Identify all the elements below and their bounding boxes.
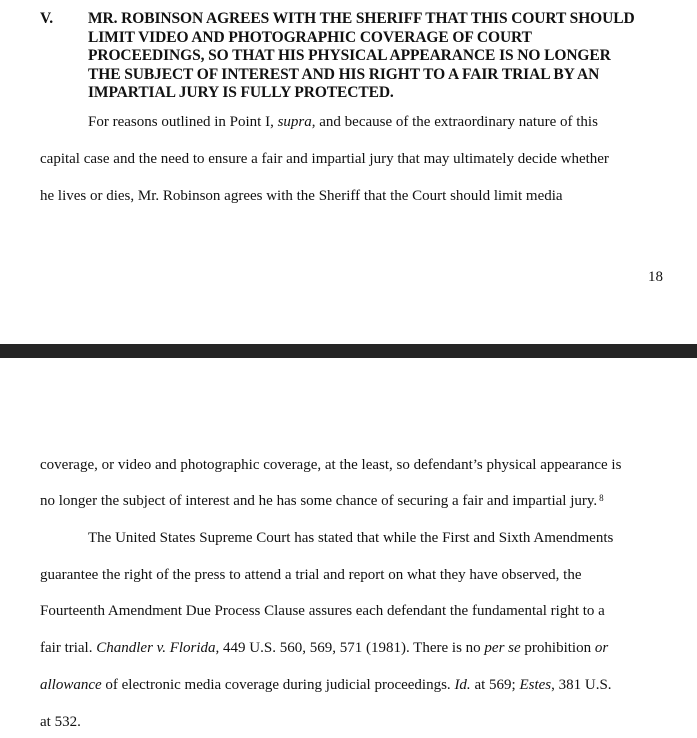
text-run-italic: allowance: [40, 677, 102, 693]
text-run-italic: per se: [484, 640, 521, 656]
page-break-divider: [0, 344, 697, 358]
section-number: V.: [40, 10, 54, 27]
paragraph-line: he lives or dies, Mr. Robinson agrees with the Sheriff that the Court should limit media: [40, 188, 563, 204]
text-run: no longer the subject of interest and he has some chance of securing a fair and impartial jury.: [40, 493, 598, 509]
text-run: , and because of the extraordinary nature of this: [311, 114, 598, 130]
text-run: at 569;: [470, 677, 520, 693]
paragraph-line: [88, 113, 598, 131]
text-run: prohibition: [520, 640, 595, 656]
paragraph-line: guarantee the right of the press to attend a trial and report on what they have observed, the: [40, 567, 582, 583]
document-page-top: [0, 0, 697, 344]
heading-line: LIMIT VIDEO AND PHOTOGRAPHIC COVERAGE OF COURT: [88, 28, 532, 46]
footnote-reference[interactable]: 8: [599, 493, 604, 503]
document-page-bottom: [0, 358, 697, 738]
paragraph-line: [40, 676, 612, 694]
heading-line: MR. ROBINSON AGREES WITH THE SHERIFF THAT THIS COURT SHOULD: [88, 10, 635, 27]
text-run: fair trial.: [40, 640, 97, 656]
section-heading: [88, 10, 678, 103]
case-citation: Estes: [519, 677, 552, 693]
text-run: , 381 U.S.: [551, 677, 612, 693]
paragraph-line: [40, 639, 608, 657]
text-run-italic: supra: [277, 114, 312, 130]
text-run: For reasons outlined in Point I,: [88, 114, 278, 130]
case-citation: Id.: [454, 677, 471, 693]
paragraph-line: Fourteenth Amendment Due Process Clause assures each defendant the fundamental right to a: [40, 603, 605, 619]
paragraph-line: coverage, or video and photographic coverage, at the least, so defendant’s physical appearance is: [40, 457, 622, 473]
page-number: 18: [648, 269, 663, 285]
paragraph-line: [40, 492, 604, 510]
paragraph-line: The United States Supreme Court has stated that while the First and Sixth Amendments: [88, 530, 614, 546]
heading-line: PROCEEDINGS, SO THAT HIS PHYSICAL APPEARANCE IS NO LONGER: [88, 47, 611, 64]
text-run-italic: or: [594, 640, 609, 656]
heading-line: THE SUBJECT OF INTEREST AND HIS RIGHT TO A FAIR TRIAL BY AN: [88, 65, 600, 83]
text-run: of electronic media coverage during judicial proceedings.: [101, 677, 455, 693]
heading-line: IMPARTIAL JURY IS FULLY PROTECTED.: [88, 84, 394, 101]
paragraph-line: capital case and the need to ensure a fair and impartial jury that may ultimately decide whether: [40, 151, 609, 167]
case-citation: Chandler v. Florida,: [96, 640, 220, 656]
text-run: 449 U.S. 560, 569, 571 (1981). There is no: [219, 640, 485, 656]
paragraph-line: at 532.: [40, 714, 81, 730]
